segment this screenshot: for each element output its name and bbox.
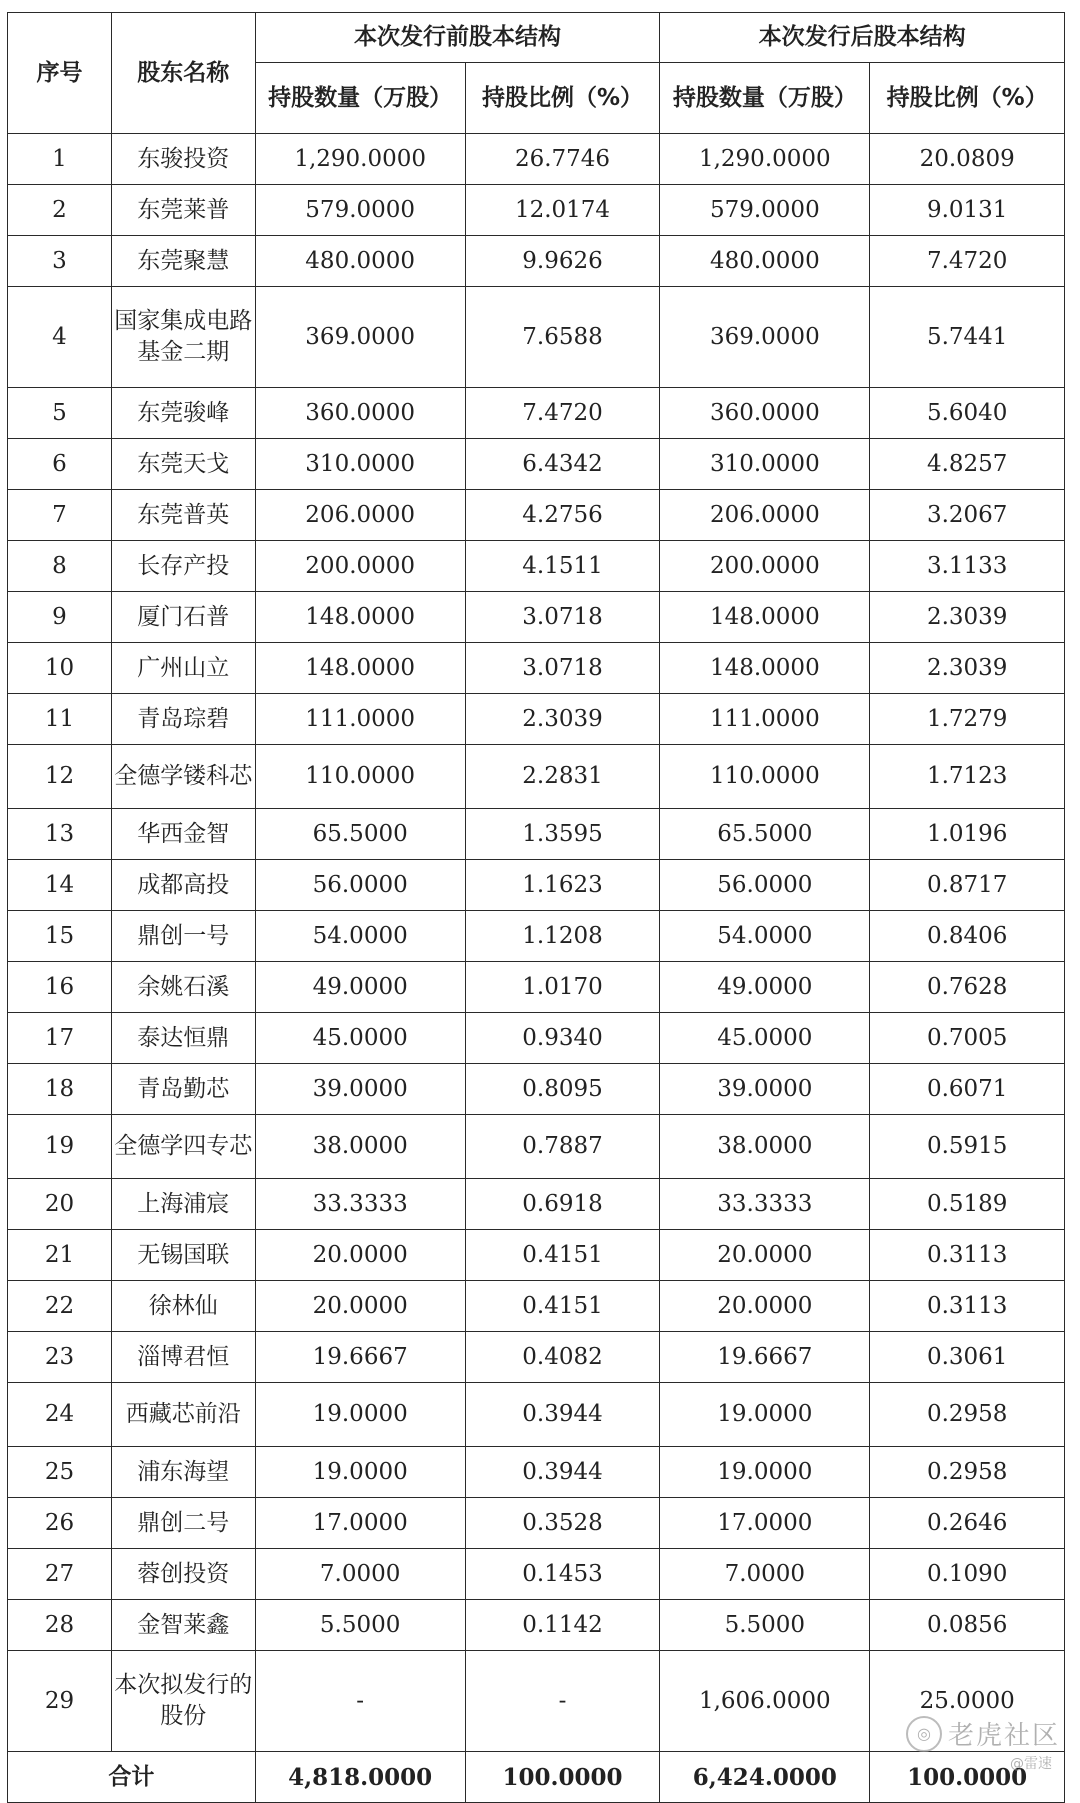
table-row [8,439,1065,490]
before-qty-cell: - [255,1651,465,1752]
header-qty-label: 持股数量（万股） [672,84,857,111]
total-before-qty: 4,818.0000 [255,1752,465,1803]
after-ratio-cell: 3.2067 [870,490,1065,541]
after-qty-cell: 206.0000 [660,490,870,541]
before-ratio-cell: 0.3944 [465,1383,660,1447]
table-row [8,1230,1065,1281]
before-qty-cell: 17.0000 [255,1498,465,1549]
before-ratio-cell: 0.9340 [465,1013,660,1064]
table-row [8,1179,1065,1230]
seq-cell: 11 [8,694,112,745]
after-qty-cell: 110.0000 [660,745,870,809]
before-qty-cell: 19.6667 [255,1332,465,1383]
before-ratio-cell: 4.1511 [465,541,660,592]
before-ratio-cell: 0.1142 [465,1600,660,1651]
after-ratio-cell: 0.8717 [870,860,1065,911]
seq-cell: 27 [8,1549,112,1600]
table-row [8,1332,1065,1383]
before-qty-cell: 360.0000 [255,388,465,439]
table-row [8,1064,1065,1115]
table-row [8,541,1065,592]
after-ratio-cell: 0.0856 [870,1600,1065,1651]
before-ratio-cell: 7.6588 [465,287,660,388]
table-row [8,1013,1065,1064]
table-row [8,694,1065,745]
watermark-user: @雷速 [1010,1756,1052,1772]
before-ratio-cell: 2.3039 [465,694,660,745]
before-qty-cell: 7.0000 [255,1549,465,1600]
total-after-ratio: 100.0000 [870,1752,1065,1803]
header-qty-label: 持股数量（万股） [268,84,453,111]
header-shareholder-name: 股东名称 [111,13,255,134]
table-row [8,809,1065,860]
before-ratio-cell: 1.1623 [465,860,660,911]
seq-cell: 7 [8,490,112,541]
shareholder-name-cell: 国家集成电路基金二期 [111,287,255,388]
after-ratio-cell: 3.1133 [870,541,1065,592]
after-ratio-cell: 0.5915 [870,1115,1065,1179]
before-ratio-cell: 12.0174 [465,185,660,236]
before-ratio-cell: 0.4151 [465,1230,660,1281]
before-qty-cell: 111.0000 [255,694,465,745]
after-qty-cell: 19.0000 [660,1383,870,1447]
after-ratio-cell: 1.0196 [870,809,1065,860]
seq-cell: 19 [8,1115,112,1179]
before-ratio-cell: 1.3595 [465,809,660,860]
shareholder-name-cell: 全德学镂科芯 [111,745,255,809]
table-row [8,236,1065,287]
seq-cell: 6 [8,439,112,490]
shareholder-name-cell: 徐林仙 [111,1281,255,1332]
after-qty-cell: 54.0000 [660,911,870,962]
seq-cell: 2 [8,185,112,236]
before-qty-cell: 579.0000 [255,185,465,236]
shareholder-name-cell: 上海浦宸 [111,1179,255,1230]
table-row [8,1447,1065,1498]
before-ratio-cell: 7.4720 [465,388,660,439]
before-qty-cell: 19.0000 [255,1383,465,1447]
shareholding-table [7,12,1065,1803]
shareholder-name-cell: 余姚石溪 [111,962,255,1013]
after-ratio-cell: 0.7628 [870,962,1065,1013]
shareholder-name-cell: 东莞骏峰 [111,388,255,439]
after-ratio-cell: 9.0131 [870,185,1065,236]
shareholder-name-cell: 淄博君恒 [111,1332,255,1383]
total-row [8,1752,1065,1803]
before-qty-cell: 39.0000 [255,1064,465,1115]
table-row [8,962,1065,1013]
after-qty-cell: 39.0000 [660,1064,870,1115]
shareholder-name-cell: 无锡国联 [111,1230,255,1281]
table-row [8,185,1065,236]
after-ratio-cell: 0.2958 [870,1383,1065,1447]
seq-cell: 8 [8,541,112,592]
before-ratio-cell: 4.2756 [465,490,660,541]
after-ratio-cell: 0.8406 [870,911,1065,962]
seq-cell: 20 [8,1179,112,1230]
before-qty-cell: 148.0000 [255,592,465,643]
seq-cell: 16 [8,962,112,1013]
before-ratio-cell: 1.1208 [465,911,660,962]
before-ratio-cell: 0.8095 [465,1064,660,1115]
table-row [8,1600,1065,1651]
after-ratio-cell: 1.7123 [870,745,1065,809]
before-qty-cell: 20.0000 [255,1281,465,1332]
seq-cell: 23 [8,1332,112,1383]
before-ratio-cell: 9.9626 [465,236,660,287]
shareholder-name-cell: 蓉创投资 [111,1549,255,1600]
before-ratio-cell: 26.7746 [465,134,660,185]
shareholder-name-cell: 东莞普英 [111,490,255,541]
header-before-qty [255,63,465,134]
after-qty-cell: 200.0000 [660,541,870,592]
shareholder-name-cell: 长存产投 [111,541,255,592]
before-qty-cell: 65.5000 [255,809,465,860]
table-row [8,490,1065,541]
after-ratio-cell: 0.6071 [870,1064,1065,1115]
after-qty-cell: 56.0000 [660,860,870,911]
before-ratio-cell: 2.2831 [465,745,660,809]
before-qty-cell: 45.0000 [255,1013,465,1064]
total-label: 合计 [8,1752,256,1803]
after-ratio-cell: 4.8257 [870,439,1065,490]
after-qty-cell: 33.3333 [660,1179,870,1230]
before-qty-cell: 110.0000 [255,745,465,809]
before-qty-cell: 54.0000 [255,911,465,962]
after-qty-cell: 20.0000 [660,1230,870,1281]
before-qty-cell: 369.0000 [255,287,465,388]
after-qty-cell: 310.0000 [660,439,870,490]
after-ratio-cell: 5.7441 [870,287,1065,388]
before-qty-cell: 200.0000 [255,541,465,592]
table-row [8,592,1065,643]
shareholder-name-cell: 鼎创一号 [111,911,255,962]
seq-cell: 26 [8,1498,112,1549]
after-ratio-cell: 0.7005 [870,1013,1065,1064]
after-qty-cell: 19.6667 [660,1332,870,1383]
after-qty-cell: 579.0000 [660,185,870,236]
before-qty-cell: 38.0000 [255,1115,465,1179]
seq-cell: 5 [8,388,112,439]
table-row [8,643,1065,694]
after-qty-cell: 5.5000 [660,1600,870,1651]
after-ratio-cell: 0.1090 [870,1549,1065,1600]
before-qty-cell: 56.0000 [255,860,465,911]
table-row [8,1383,1065,1447]
after-qty-cell: 1,606.0000 [660,1651,870,1752]
after-ratio-cell: 20.0809 [870,134,1065,185]
before-ratio-cell: 0.6918 [465,1179,660,1230]
seq-cell: 18 [8,1064,112,1115]
after-qty-cell: 20.0000 [660,1281,870,1332]
header-after-qty [660,63,870,134]
total-after-qty: 6,424.0000 [660,1752,870,1803]
before-qty-cell: 19.0000 [255,1447,465,1498]
after-qty-cell: 7.0000 [660,1549,870,1600]
shareholder-name-cell: 青岛勤芯 [111,1064,255,1115]
after-ratio-cell: 5.6040 [870,388,1065,439]
after-ratio-cell: 25.0000 [870,1651,1065,1752]
before-ratio-cell: 0.4082 [465,1332,660,1383]
seq-cell: 15 [8,911,112,962]
before-ratio-cell: 0.3944 [465,1447,660,1498]
table-row [8,745,1065,809]
header-seq: 序号 [8,13,112,134]
after-qty-cell: 49.0000 [660,962,870,1013]
before-qty-cell: 310.0000 [255,439,465,490]
seq-cell: 12 [8,745,112,809]
after-ratio-cell: 0.3113 [870,1281,1065,1332]
shareholder-name-cell: 广州山立 [111,643,255,694]
before-qty-cell: 206.0000 [255,490,465,541]
table-row [8,134,1065,185]
before-qty-cell: 148.0000 [255,643,465,694]
seq-cell: 10 [8,643,112,694]
after-qty-cell: 38.0000 [660,1115,870,1179]
table-row [8,1281,1065,1332]
header-before-ratio: 持股比例（%） [465,63,660,134]
before-ratio-cell: 3.0718 [465,643,660,694]
after-qty-cell: 1,290.0000 [660,134,870,185]
shareholder-name-cell: 全德学四专芯 [111,1115,255,1179]
before-qty-cell: 20.0000 [255,1230,465,1281]
seq-cell: 3 [8,236,112,287]
before-ratio-cell: 1.0170 [465,962,660,1013]
seq-cell: 13 [8,809,112,860]
before-ratio-cell: 0.4151 [465,1281,660,1332]
watermark-text: 老虎社区 [947,1721,1060,1751]
shareholder-name-cell: 厦门石普 [111,592,255,643]
after-ratio-cell: 0.2646 [870,1498,1065,1549]
shareholder-name-cell: 泰达恒鼎 [111,1013,255,1064]
after-qty-cell: 480.0000 [660,236,870,287]
seq-cell: 29 [8,1651,112,1752]
before-qty-cell: 49.0000 [255,962,465,1013]
shareholder-name-cell: 东莞天戈 [111,439,255,490]
shareholder-name-cell: 东骏投资 [111,134,255,185]
table-row [8,287,1065,388]
shareholder-name-cell: 成都高投 [111,860,255,911]
shareholder-name-cell: 东莞莱普 [111,185,255,236]
shareholder-name-cell: 金智莱鑫 [111,1600,255,1651]
after-ratio-cell: 2.3039 [870,592,1065,643]
before-qty-cell: 5.5000 [255,1600,465,1651]
table-row [8,860,1065,911]
header-after-issuance: 本次发行后股本结构 [660,13,1065,63]
before-ratio-cell: 0.1453 [465,1549,660,1600]
shareholder-name-cell: 西藏芯前沿 [111,1383,255,1447]
before-qty-cell: 1,290.0000 [255,134,465,185]
seq-cell: 21 [8,1230,112,1281]
before-ratio-cell: - [465,1651,660,1752]
header-before-issuance: 本次发行前股本结构 [255,13,660,63]
after-qty-cell: 45.0000 [660,1013,870,1064]
before-ratio-cell: 3.0718 [465,592,660,643]
seq-cell: 28 [8,1600,112,1651]
table-row [8,1115,1065,1179]
watermark [906,1715,1060,1772]
table-row [8,911,1065,962]
after-ratio-cell: 0.3113 [870,1230,1065,1281]
shareholder-name-cell: 华西金智 [111,809,255,860]
shareholder-name-cell: 鼎创二号 [111,1498,255,1549]
before-ratio-cell: 6.4342 [465,439,660,490]
shareholder-name-cell: 本次拟发行的股份 [111,1651,255,1752]
seq-cell: 14 [8,860,112,911]
table-row [8,388,1065,439]
after-qty-cell: 111.0000 [660,694,870,745]
after-qty-cell: 360.0000 [660,388,870,439]
after-qty-cell: 369.0000 [660,287,870,388]
after-ratio-cell: 0.5189 [870,1179,1065,1230]
table-row [8,1549,1065,1600]
shareholder-name-cell: 青岛琮碧 [111,694,255,745]
table-row [8,1498,1065,1549]
after-qty-cell: 148.0000 [660,643,870,694]
seq-cell: 25 [8,1447,112,1498]
before-ratio-cell: 0.7887 [465,1115,660,1179]
seq-cell: 1 [8,134,112,185]
before-ratio-cell: 0.3528 [465,1498,660,1549]
after-ratio-cell: 0.3061 [870,1332,1065,1383]
after-ratio-cell: 7.4720 [870,236,1065,287]
seq-cell: 22 [8,1281,112,1332]
before-qty-cell: 33.3333 [255,1179,465,1230]
after-qty-cell: 148.0000 [660,592,870,643]
table-body [8,134,1065,1752]
before-qty-cell: 480.0000 [255,236,465,287]
seq-cell: 4 [8,287,112,388]
header-after-ratio: 持股比例（%） [870,63,1065,134]
shareholder-name-cell: 东莞聚慧 [111,236,255,287]
after-ratio-cell: 1.7279 [870,694,1065,745]
seq-cell: 9 [8,592,112,643]
after-ratio-cell: 2.3039 [870,643,1065,694]
after-qty-cell: 17.0000 [660,1498,870,1549]
after-qty-cell: 65.5000 [660,809,870,860]
tiger-logo-icon: ◎ [906,1716,942,1752]
seq-cell: 17 [8,1013,112,1064]
after-ratio-cell: 0.2958 [870,1447,1065,1498]
total-before-ratio: 100.0000 [465,1752,660,1803]
seq-cell: 24 [8,1383,112,1447]
after-qty-cell: 19.0000 [660,1447,870,1498]
shareholder-name-cell: 浦东海望 [111,1447,255,1498]
